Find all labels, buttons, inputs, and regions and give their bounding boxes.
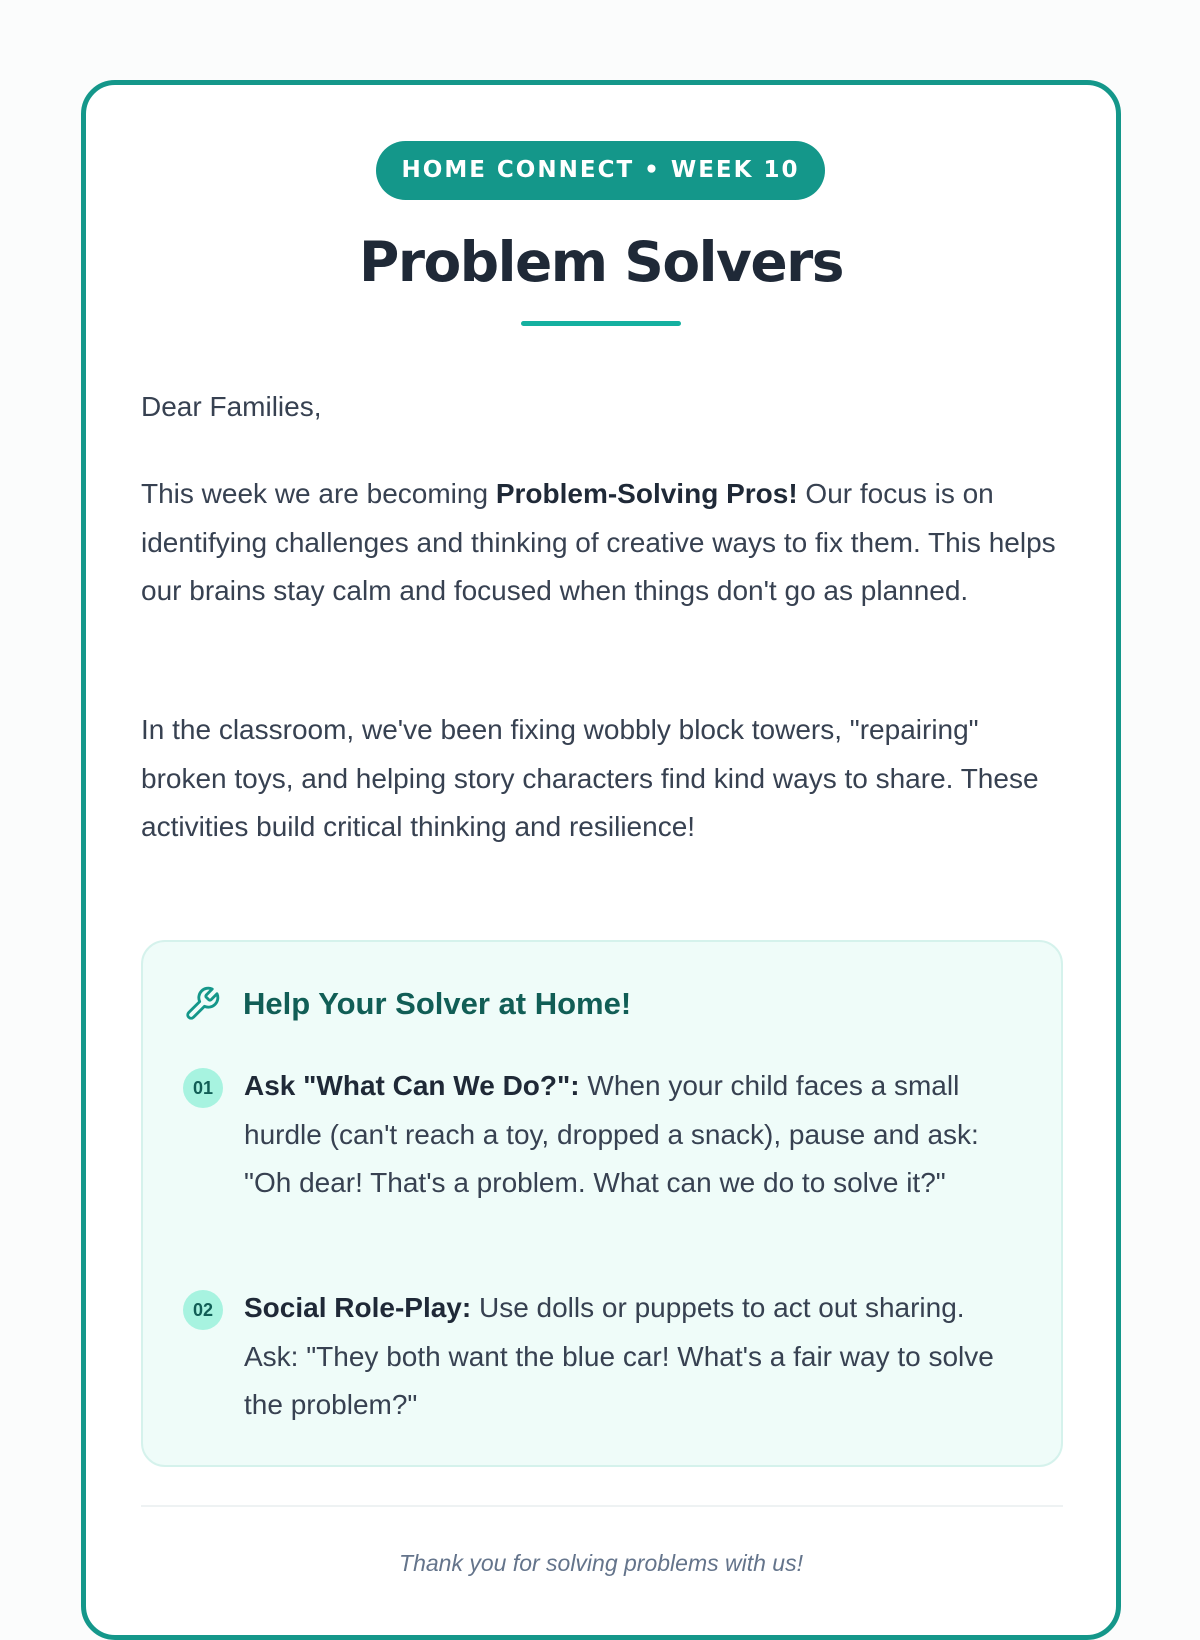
intro-paragraph (141, 470, 1071, 616)
tip-text (244, 1062, 1014, 1208)
greeting: Dear Families, (141, 391, 322, 422)
tips-title: Help Your Solver at Home! (243, 986, 632, 1021)
tips-header (183, 984, 631, 1024)
tip-text (244, 1284, 1014, 1430)
intro-highlight: Problem-Solving Pros! (495, 478, 798, 509)
intro-text-end: Our focus is on identifying challenges and thinking of creative ways to fix them. This helps our brains stay calm and focused when things don't go as planned. (141, 478, 1056, 606)
tip-label: Ask "What Can We Do?": (244, 1070, 580, 1101)
tip-number-badge: 02 (183, 1290, 223, 1330)
tip-label: Social Role-Play: (244, 1292, 472, 1323)
classroom-paragraph: In the classroom, we've been fixing wobbly block towers, "repairing" broken toys, and helping story characters find kind ways to share. These activities build critical thinking and resilience! (141, 714, 1039, 842)
home-tips-box (141, 940, 1063, 1467)
week-badge: HOME CONNECT • WEEK 10 (376, 141, 825, 200)
tip-description: Use dolls or puppets to act out sharing. Ask: "They both want the blue car! What's a fair way to solve the problem?" (244, 1292, 994, 1420)
footer-thanks: Thank you for solving problems with us! (399, 1550, 803, 1576)
wrench-icon (183, 985, 221, 1023)
tip-number-badge: 01 (183, 1068, 223, 1108)
title-underline-divider (521, 321, 681, 326)
page-title: Problem Solvers (359, 230, 843, 294)
intro-text-start: This week we are becoming (141, 478, 496, 509)
tip-description: When your child faces a small hurdle (can't reach a toy, dropped a snack), pause and ask: "Oh dear! That's a problem. What can we do to solve it?" (244, 1070, 979, 1198)
footer-divider (141, 1505, 1063, 1507)
